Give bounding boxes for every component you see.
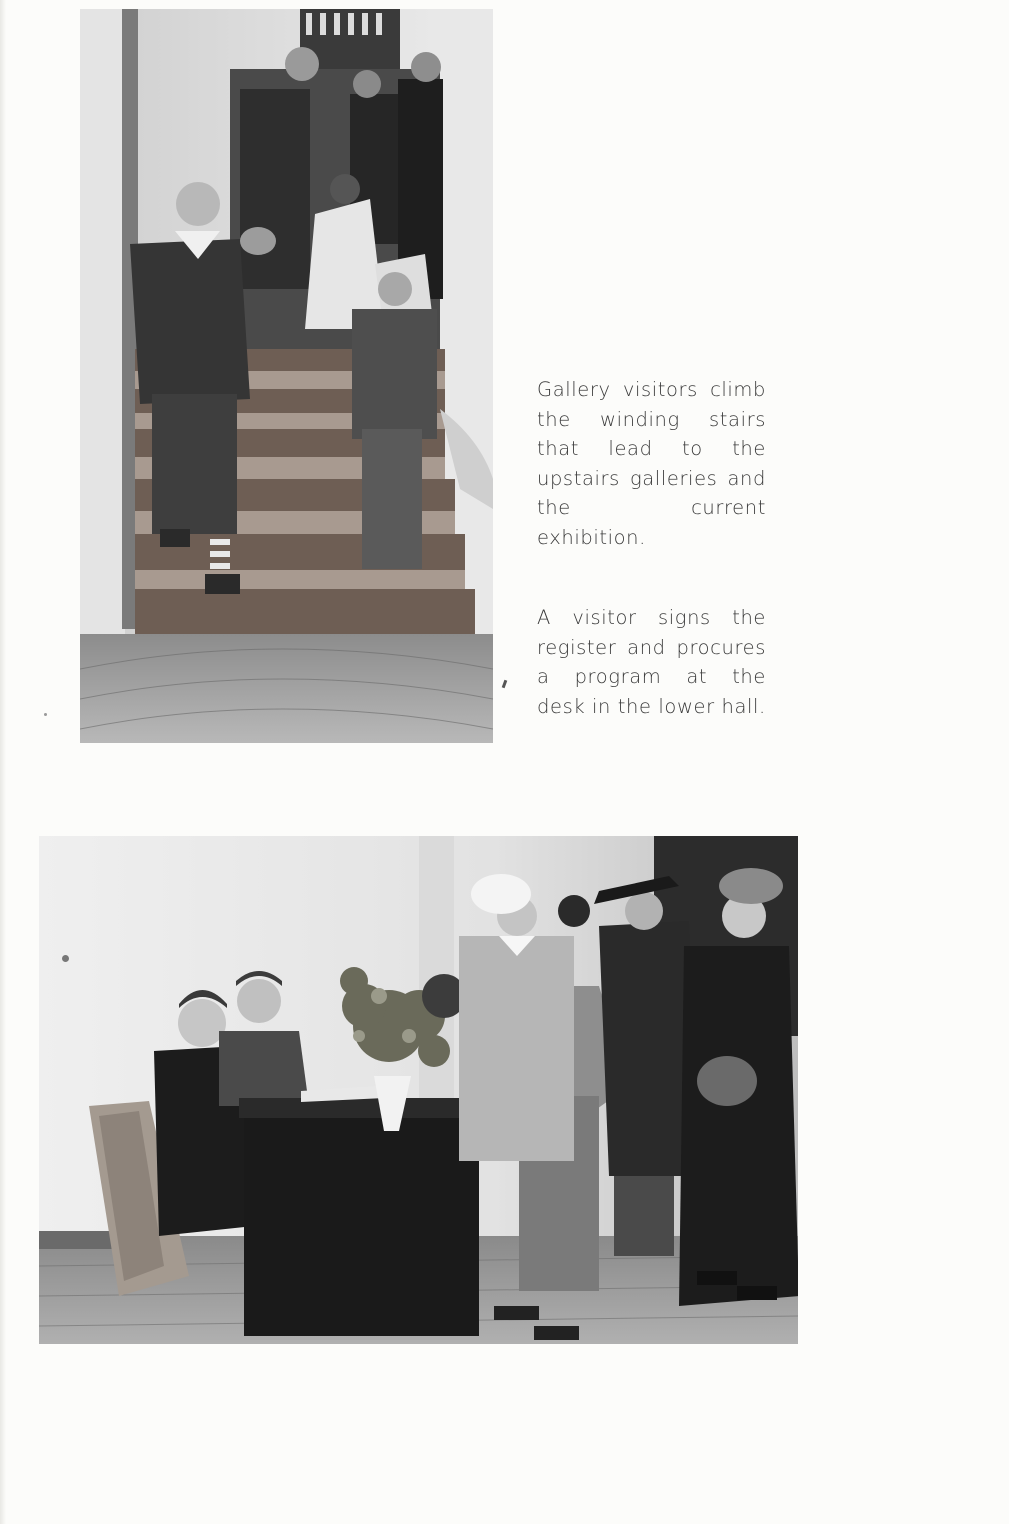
page-edge	[0, 0, 6, 1524]
stairs-photo-image	[80, 9, 493, 743]
desk-caption: A visitor signs the register and procures a program at the desk in the lower hall.	[537, 606, 766, 718]
stairs-photo	[80, 9, 493, 743]
scan-speck	[62, 955, 69, 962]
scan-speck	[44, 713, 47, 716]
stairs-caption: Gallery visitors climb the winding stairs that lead to the upstairs galleries and the current exhibition.	[537, 378, 766, 549]
desk-photo-image	[39, 836, 798, 1344]
margin-mark	[502, 680, 508, 689]
desk-photo	[39, 836, 798, 1344]
